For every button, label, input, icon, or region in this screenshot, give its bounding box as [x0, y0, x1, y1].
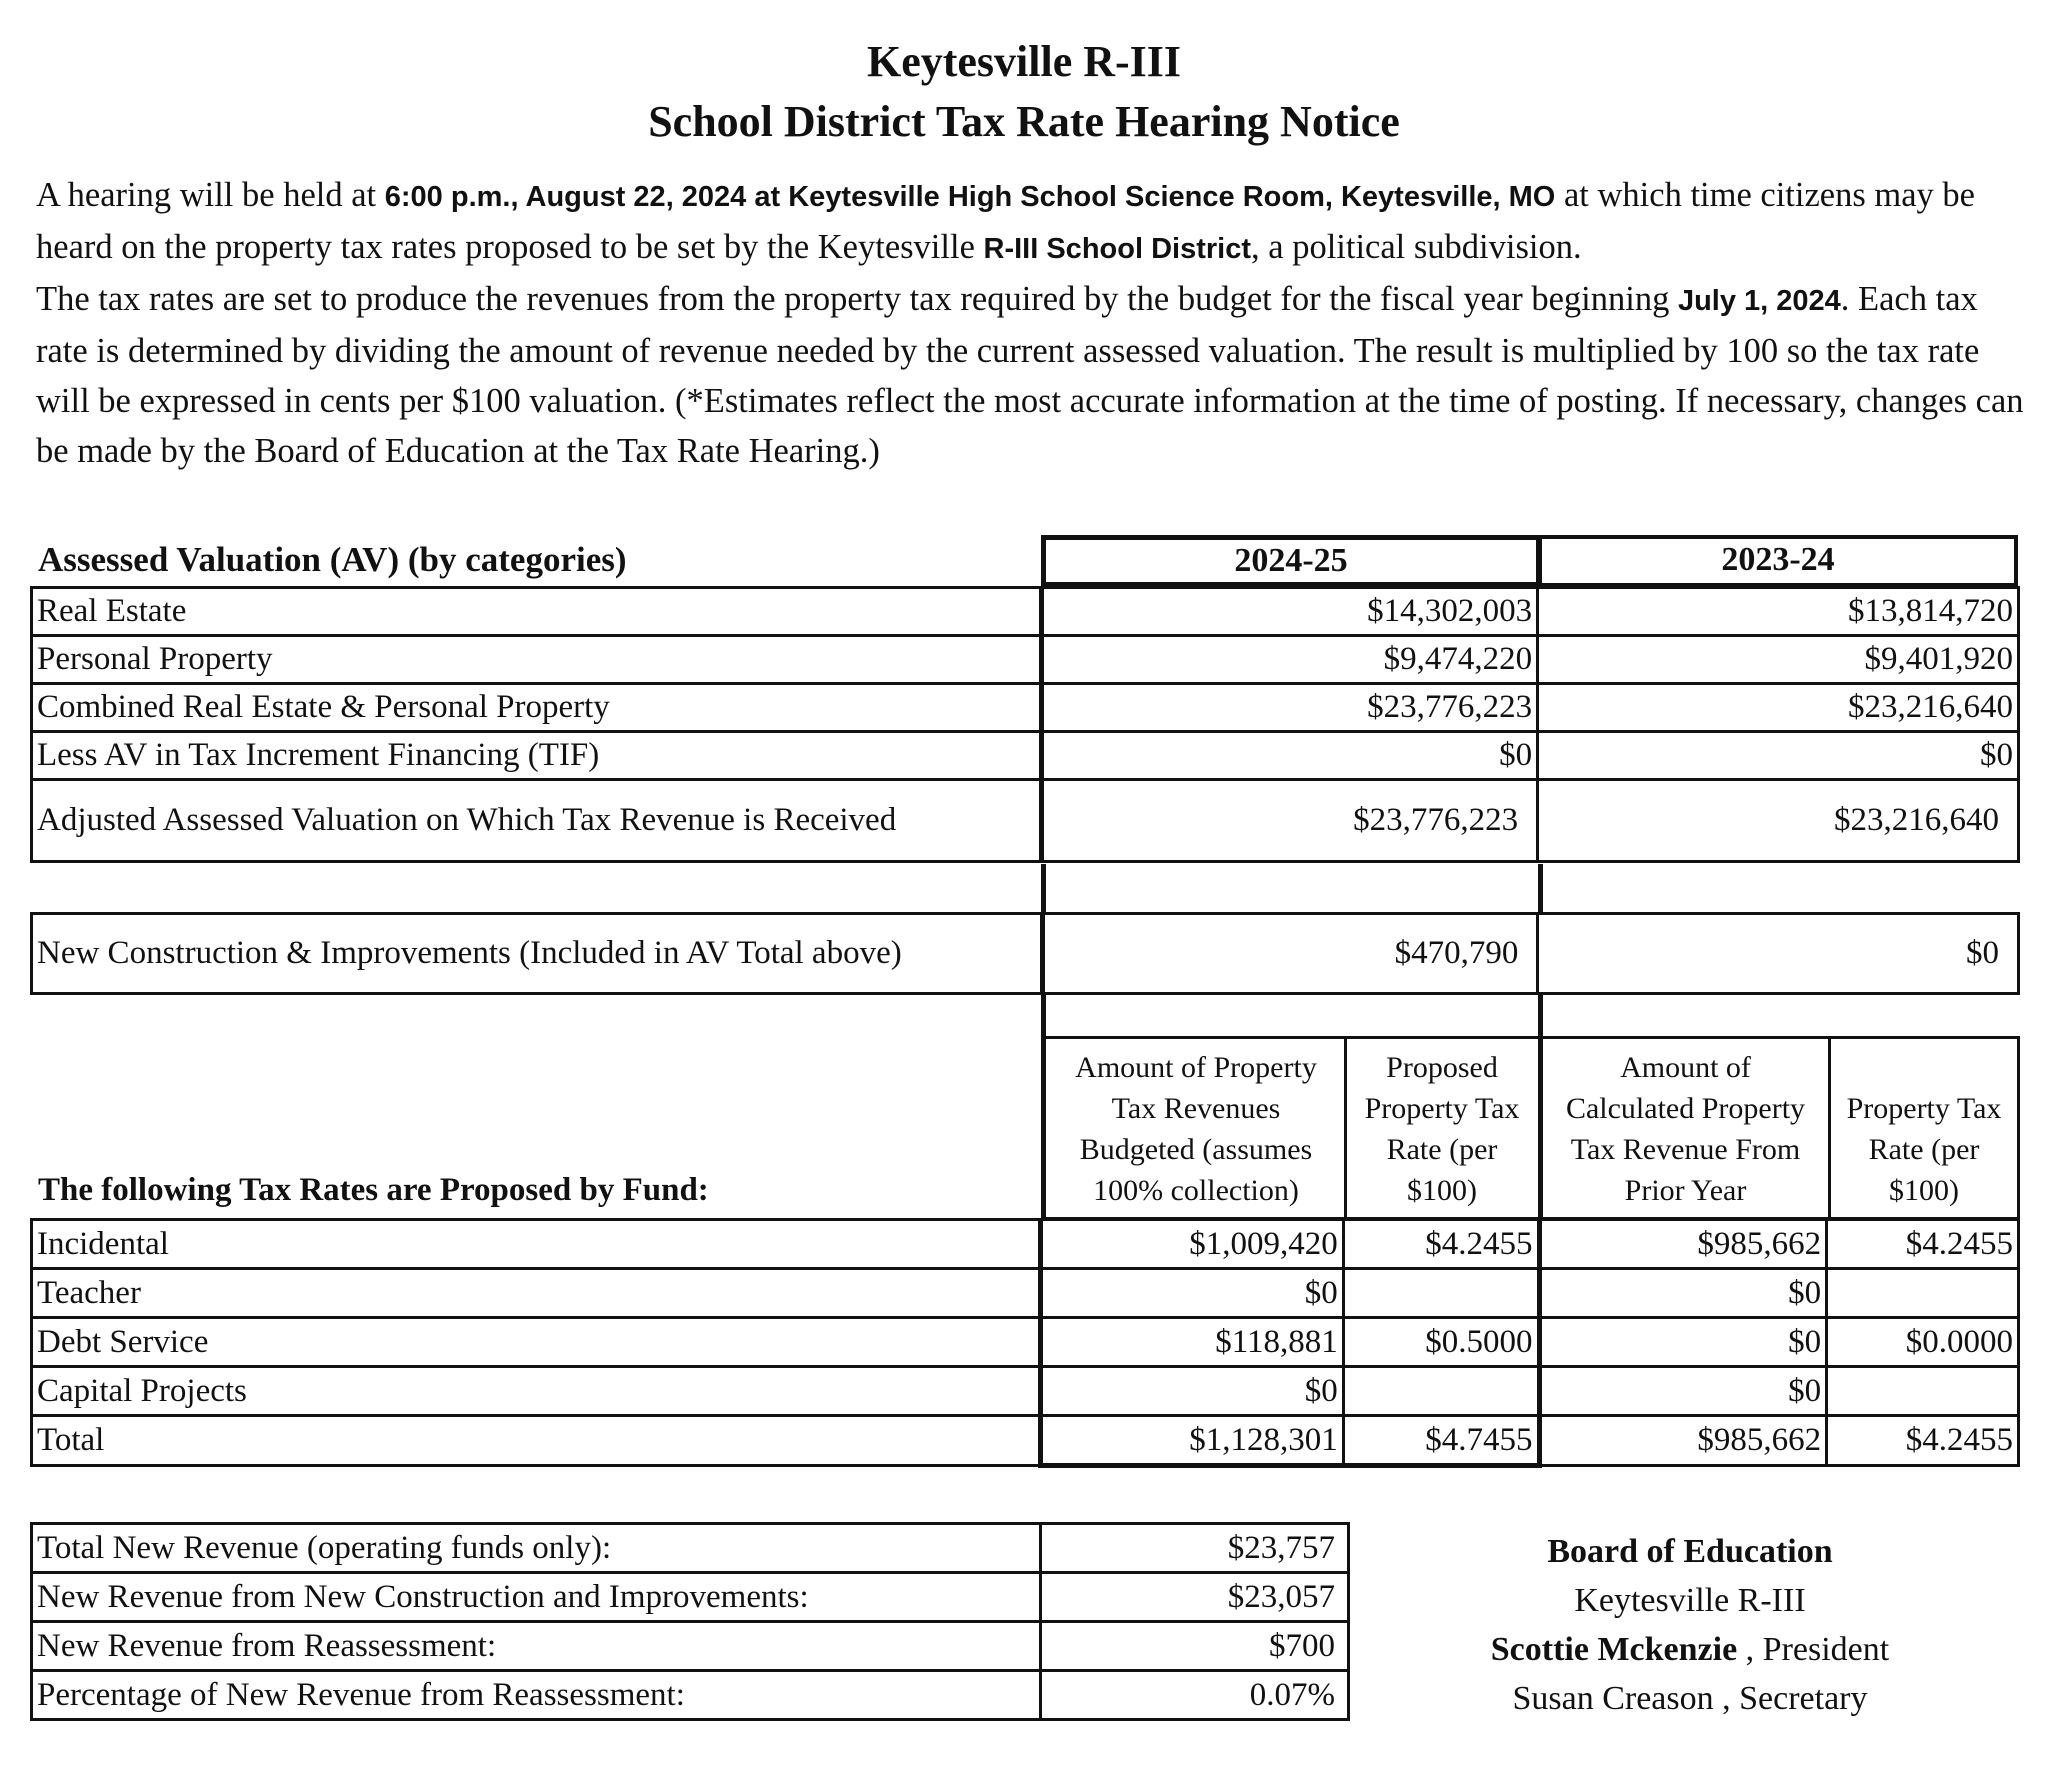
intro-p1-b: at which time citizens may be heard on the property tax rates proposed to be set by the Keytesville	[36, 176, 1975, 266]
fund-proposed-rate: $4.7455	[1343, 1416, 1539, 1466]
intro-p2-b: . Each tax rate is determined by dividing the amount of revenue needed by the current assessed valuation. The result is multiplied by 100 so the tax rate will be expressed in cents per $100 valuation. (*Estimates reflect the most accurate information at the time of posting. If necessary, changes can be made by the Board of Education at the Tax Rate Hearing.)	[36, 280, 2024, 470]
col-2023-24: 2023-24	[1721, 541, 1835, 578]
col-header-proposed	[1344, 1036, 1543, 1220]
page-subtitle: School District Tax Rate Hearing Notice	[648, 97, 1400, 146]
new-construction-current: $470,790	[1042, 914, 1538, 994]
fund-proposed-rate	[1343, 1269, 1539, 1318]
page-title: Keytesville R-III	[866, 37, 1182, 86]
revenue-value: 0.07%	[1041, 1671, 1349, 1720]
col-line: Tax Revenues	[1111, 1092, 1281, 1125]
col-line: $100)	[1407, 1174, 1477, 1207]
hearing-time-place: 6:00 p.m., August 22, 2024 at Keytesville High School Science Room, Keytesville, MO	[384, 181, 1556, 213]
revenue-table	[30, 1522, 1350, 1721]
new-construction-label: New Construction & Improvements (Included in AV Total above)	[32, 914, 1043, 994]
fund-proposed-rate	[1343, 1367, 1539, 1416]
fund-calculated: $0	[1539, 1367, 1827, 1416]
col-header-prior-rate	[1828, 1036, 2020, 1220]
fund-budgeted: $0	[1041, 1367, 1344, 1416]
revenue-label: New Revenue from Reassessment:	[32, 1622, 1041, 1671]
fiscal-year-start: July 1, 2024	[1677, 285, 1841, 317]
col-line: Rate (per	[1386, 1133, 1498, 1166]
board-title: Board of Education	[1547, 1533, 1833, 1570]
col-2024-25: 2024-25	[1234, 542, 1348, 579]
col-line: Property Tax	[1846, 1092, 2002, 1125]
district-name: R-III School District	[983, 233, 1251, 265]
av-label: Real Estate	[32, 588, 1042, 636]
fund-proposed-rate: $4.2455	[1343, 1220, 1539, 1269]
av-current: $14,302,003	[1042, 588, 1538, 636]
av-adjusted-label: Adjusted Assessed Valuation on Which Tax Revenue is Received	[32, 780, 1042, 862]
col-calculated-label	[1543, 1047, 1828, 1211]
fund-label: Total	[32, 1416, 1041, 1466]
intro-paragraph-2	[36, 274, 2026, 476]
col-budgeted-label	[1046, 1047, 1346, 1211]
fund-prior-rate: $4.2455	[1827, 1416, 2019, 1466]
revenue-label: Percentage of New Revenue from Reassessment:	[32, 1671, 1041, 1720]
divider-line	[1538, 992, 1543, 1040]
divider-line	[1041, 864, 1046, 914]
intro-p1-c: , a political subdivision.	[1251, 228, 1582, 266]
intro-paragraph-1	[36, 170, 2026, 274]
col-header-budgeted	[1041, 1036, 1347, 1220]
col-line: Amount of Property	[1075, 1051, 1317, 1084]
av-prior: $9,401,920	[1538, 636, 2019, 684]
av-prior: $13,814,720	[1538, 588, 2019, 636]
new-construction-prior: $0	[1538, 914, 2019, 994]
fund-label: Debt Service	[32, 1318, 1041, 1367]
col-line: Prior Year	[1624, 1174, 1747, 1207]
fund-prior-rate	[1827, 1367, 2019, 1416]
col-header-calculated	[1540, 1036, 1831, 1220]
president-name: Scottie Mckenzie	[1490, 1631, 1738, 1668]
fund-prior-rate: $0.0000	[1827, 1318, 2019, 1367]
table-row	[32, 1573, 1349, 1622]
table-row	[32, 1671, 1349, 1720]
col-line: Budgeted (assumes	[1079, 1133, 1313, 1166]
revenue-label: New Revenue from New Construction and Improvements:	[32, 1573, 1041, 1622]
fund-budgeted: $0	[1041, 1269, 1344, 1318]
table-row	[32, 1367, 2019, 1416]
table-row	[32, 636, 2019, 684]
av-adjusted-current: $23,776,223	[1042, 780, 1538, 862]
av-prior: $23,216,640	[1538, 684, 2019, 732]
table-row	[32, 1318, 2019, 1367]
table-row	[32, 588, 2019, 636]
col-prior-rate-label	[1831, 1088, 2017, 1211]
av-heading: Assessed Valuation (AV) (by categories)	[38, 540, 627, 579]
col-line: Amount of	[1620, 1051, 1751, 1084]
col-line: Rate (per	[1868, 1133, 1980, 1166]
board-block	[1440, 1527, 1940, 1723]
col-line: Proposed	[1386, 1051, 1498, 1084]
fund-label: Teacher	[32, 1269, 1041, 1318]
fund-budgeted: $118,881	[1041, 1318, 1344, 1367]
col-line: Property Tax	[1364, 1092, 1520, 1125]
intro-p2-a: The tax rates are set to produce the revenues from the property tax required by the budget for the fiscal year beginning	[36, 280, 1678, 318]
revenue-value: $23,757	[1041, 1524, 1349, 1573]
president-role: , President	[1737, 1631, 1890, 1668]
new-construction-table	[30, 912, 2020, 995]
col-line: $100)	[1889, 1174, 1959, 1207]
fund-budgeted: $1,128,301	[1041, 1416, 1344, 1466]
revenue-value: $700	[1041, 1622, 1349, 1671]
board-secretary: Susan Creason , Secretary	[1512, 1680, 1868, 1717]
divider-line	[1538, 864, 1543, 914]
fund-label: Capital Projects	[32, 1367, 1041, 1416]
table-row	[32, 1220, 2019, 1269]
col-line: 100% collection)	[1093, 1174, 1299, 1207]
fund-calculated: $985,662	[1539, 1416, 1827, 1466]
table-row	[32, 914, 2019, 994]
table-row	[32, 1622, 1349, 1671]
board-president	[1440, 1625, 1940, 1674]
fund-budgeted: $1,009,420	[1041, 1220, 1344, 1269]
fund-calculated: $985,662	[1539, 1220, 1827, 1269]
fund-prior-rate: $4.2455	[1827, 1220, 2019, 1269]
av-current: $23,776,223	[1042, 684, 1538, 732]
funds-table	[30, 1218, 2020, 1468]
table-row	[32, 1416, 2019, 1466]
av-label: Personal Property	[32, 636, 1042, 684]
table-row	[32, 684, 2019, 732]
av-adjusted-prior: $23,216,640	[1538, 780, 2019, 862]
av-label: Less AV in Tax Increment Financing (TIF)	[32, 732, 1042, 780]
fund-calculated: $0	[1539, 1269, 1827, 1318]
fund-calculated: $0	[1539, 1318, 1827, 1367]
divider-line	[1041, 992, 1046, 1040]
av-prior: $0	[1538, 732, 2019, 780]
fund-proposed-rate: $0.5000	[1343, 1318, 1539, 1367]
revenue-value: $23,057	[1041, 1573, 1349, 1622]
funds-heading: The following Tax Rates are Proposed by Fund:	[38, 1172, 709, 1208]
fund-label: Incidental	[32, 1220, 1041, 1269]
year-header-current	[1041, 535, 1541, 587]
year-header-prior	[1538, 535, 2018, 587]
table-row	[32, 1269, 2019, 1318]
table-row	[32, 1524, 1349, 1573]
col-proposed-label	[1347, 1047, 1537, 1211]
col-line: Calculated Property	[1565, 1092, 1806, 1125]
intro-p1-a: A hearing will be held at	[36, 176, 385, 214]
table-row	[32, 780, 2019, 862]
intro-text	[36, 170, 2026, 476]
av-current: $9,474,220	[1042, 636, 1538, 684]
fund-prior-rate	[1827, 1269, 2019, 1318]
col-line: Tax Revenue From	[1570, 1133, 1801, 1166]
av-current: $0	[1042, 732, 1538, 780]
table-row	[32, 732, 2019, 780]
revenue-label: Total New Revenue (operating funds only):	[32, 1524, 1041, 1573]
av-label: Combined Real Estate & Personal Property	[32, 684, 1042, 732]
board-district: Keytesville R-III	[1574, 1582, 1806, 1619]
av-table	[30, 586, 2020, 863]
